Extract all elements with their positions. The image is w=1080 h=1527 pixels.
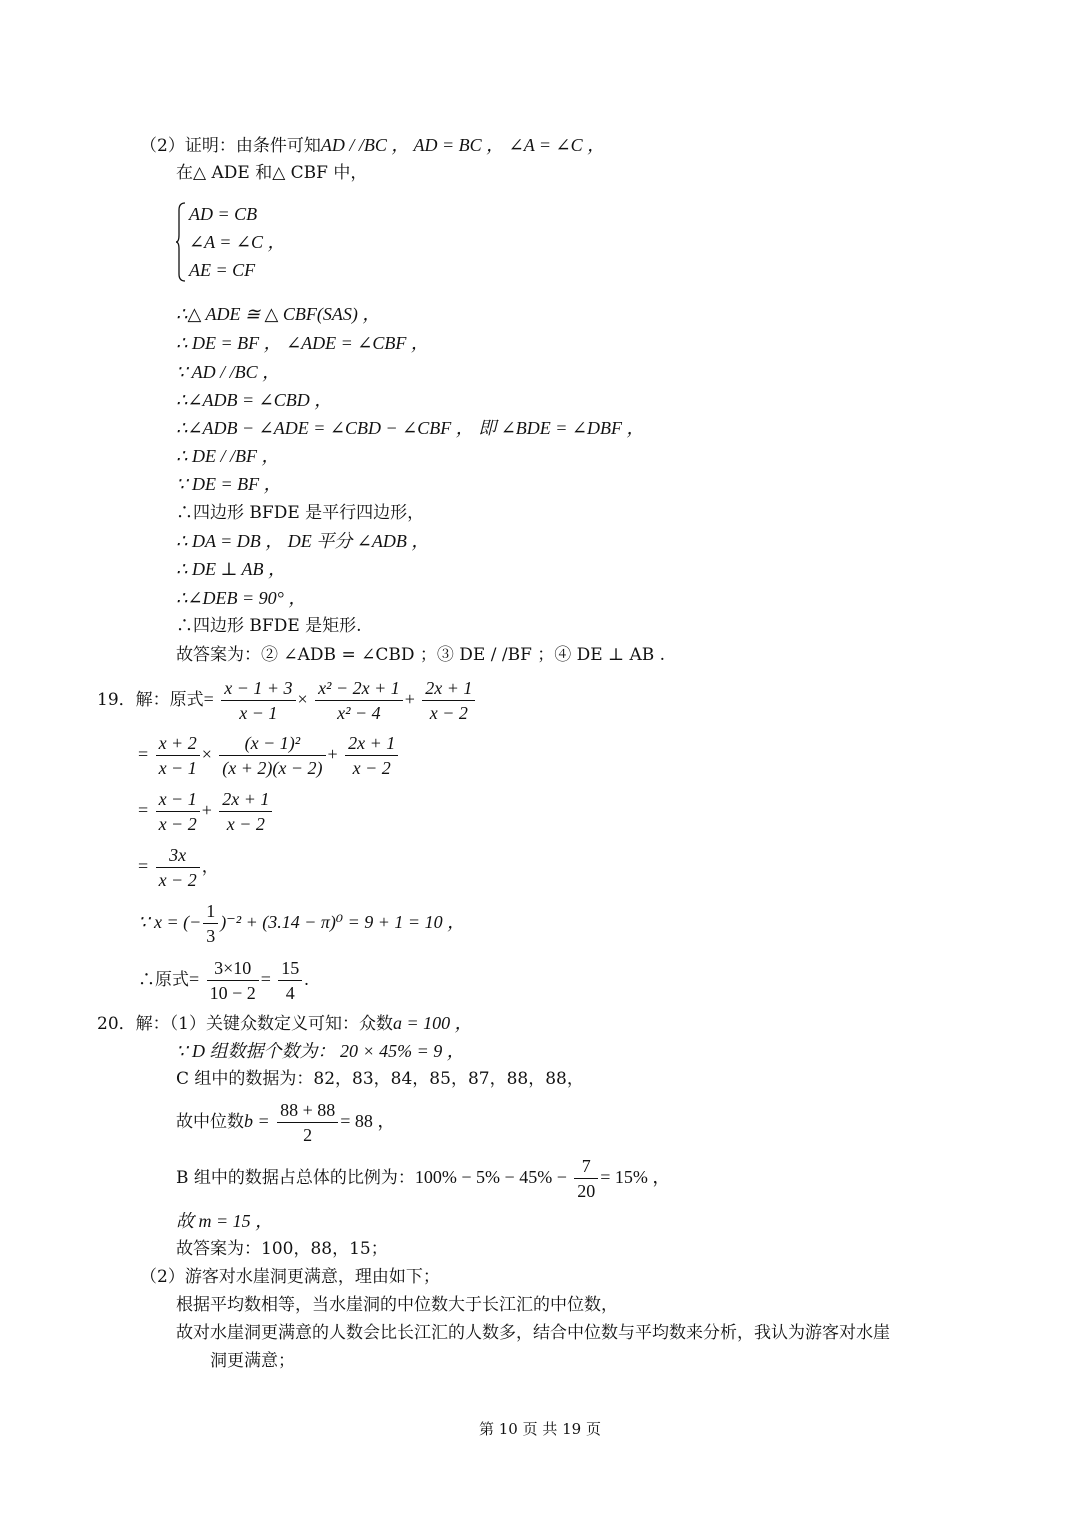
q20-part2-title: （2）游客对水崖洞更满意，理由如下； xyxy=(140,1267,440,1287)
q19-l1-frac-3: $\frac{2x + 1}{x - 2}$ xyxy=(422,676,475,725)
q19-l2-frac-1: $\frac{x + 2}{x - 1}$ xyxy=(156,731,200,780)
q20-median-frac: $\frac{88 + 88}{2}$ xyxy=(277,1098,338,1147)
q20-median: 故中位数b = $\frac{88 + 88}{2}$ = 88 ， xyxy=(176,1100,396,1145)
q19-l4-frac: $\frac{3x}{x - 2}$ xyxy=(156,843,200,892)
proof-step-11: ∴∠DEB = 90° ， xyxy=(176,588,307,608)
q19-l2-frac-3: $\frac{2x + 1}{x - 2}$ xyxy=(345,731,398,780)
system-eq-3: AE = CF xyxy=(189,260,256,280)
q20-answer: 故答案为：100，88，15； xyxy=(176,1239,388,1259)
proof-step-10: ∴ DE ⊥ AB ， xyxy=(176,559,287,579)
q19-x-value: ∵ x = (− $\frac{1}{3}$ )⁻² + (3.14 − π)⁰ = 9 + 1 = 10 ， xyxy=(138,901,466,946)
proof-step-9: ∴ DA = DB ， DE 平分 ∠ADB ， xyxy=(176,531,430,551)
q19-line-2: = $\frac{x + 2}{x - 1}$ × $\frac{\text{(x − 1)²}}{(x + 2)(x - 2)}$ + $\frac{2x + 1}{x - 2}$ xyxy=(138,727,400,782)
q20-part2-reason-2: 故对水崖洞更满意的人数会比长江汇的人数多，结合中位数与平均数来分析，我认为游客对水崖 xyxy=(176,1323,890,1343)
q20-m-line: 故 m = 15 ， xyxy=(176,1211,274,1231)
q19-line-3: = $\frac{x - 1}{x - 2}$ + $\frac{2x + 1}{x - 2}$ xyxy=(138,783,274,838)
q18-answer: 故答案为：② ∠ADB = ∠CBD ；③ DE / /BF ；④ DE ⊥ AB . xyxy=(176,645,666,665)
q19-l2-frac-2: $\frac{\text{(x − 1)²}}{(x + 2)(x - 2)}$ xyxy=(219,731,325,780)
proof-step-8: ∴四边形 BFDE 是平行四边形， xyxy=(176,503,425,523)
q19-l3-frac-2: $\frac{2x + 1}{x - 2}$ xyxy=(219,787,272,836)
q19-x-frac: $\frac{1}{3}$ xyxy=(203,899,218,948)
q19-l1-frac-2: $\frac{\text{x² − 2x + 1}}{\text{x² − 4}}$ xyxy=(315,676,403,725)
q20-line-2: ∵ D 组数据个数为： 20 × 45% = 9 ， xyxy=(176,1041,465,1061)
q19-line-1: 19．解：原式= $\frac{x - 1 + 3}{x - 1}$ × $\frac{\text{x² − 2x + 1}}{\text{x² − 4}}$ + $\frac{2x + 1}{x - 2}$ xyxy=(97,672,477,727)
proof-step-4: ∴∠ADB = ∠CBD ， xyxy=(176,390,333,410)
q19-line-4: = $\frac{3x}{x - 2}$ ， xyxy=(138,845,219,890)
q18-intro-text: （2）证明：由条件可知 xyxy=(140,136,321,156)
q18-intro-line xyxy=(140,132,605,159)
proof-step-12: ∴四边形 BFDE 是矩形. xyxy=(176,616,362,636)
q20-part2-reason-1: 根据平均数相等，当水崖洞的中位数大于长江汇的中位数， xyxy=(176,1295,618,1315)
q19-l1-frac-1: $\frac{x - 1 + 3}{x - 1}$ xyxy=(221,676,295,725)
q18-intro-math: AD / /BC ， AD = BC ， ∠A = ∠C ， xyxy=(320,135,606,155)
q19-result-frac-1: $\frac{3\times 10}{10 - 2}$ xyxy=(207,956,259,1005)
proof-step-1: ∴△ ADE ≅ △ CBF(SAS) ， xyxy=(176,304,381,324)
proof-step-7: ∵ DE = BF ， xyxy=(176,474,282,494)
page-footer: 第 10 页 共 19 页 xyxy=(478,1420,601,1438)
q18-triangles-line: 在△ ADE 和△ CBF 中， xyxy=(176,163,368,183)
proof-step-3: ∵ AD / /BC ， xyxy=(176,362,281,382)
system-eq-1: AD = CB xyxy=(189,204,258,224)
proof-step-5: ∴∠ADB − ∠ADE = ∠CBD − ∠CBF ， 即 ∠BDE = ∠DBF ， xyxy=(176,418,645,438)
q20-part2-reason-3: 洞更满意； xyxy=(210,1351,295,1371)
proof-step-2: ∴ DE = BF ， ∠ADE = ∠CBF ， xyxy=(176,333,429,353)
system-brace xyxy=(176,202,186,282)
q20-ratio: B 组中的数据占总体的比例为：100% − 5% − 45% − $\frac{7}{20}$ = 15% ， xyxy=(176,1156,671,1201)
q20-line-3: C 组中的数据为：82，83，84，85，87，88，88， xyxy=(176,1069,584,1089)
q20-ratio-frac: $\frac{7}{20}$ xyxy=(574,1154,598,1203)
proof-step-6: ∴ DE / /BF ， xyxy=(176,446,280,466)
system-eq-2: ∠A = ∠C ， xyxy=(189,232,286,252)
q20-line-1: 20．解：（1）关键众数定义可知：众数a = 100 ， xyxy=(97,1013,473,1034)
q19-result: ∴原式= $\frac{3\times 10}{10 - 2}$ = $\frac{15}{4}$ . xyxy=(138,958,309,1003)
q19-label: 19．解：原式 xyxy=(97,690,204,710)
q19-result-frac-2: $\frac{15}{4}$ xyxy=(278,956,302,1005)
q19-l3-frac-1: $\frac{x - 1}{x - 2}$ xyxy=(156,787,200,836)
